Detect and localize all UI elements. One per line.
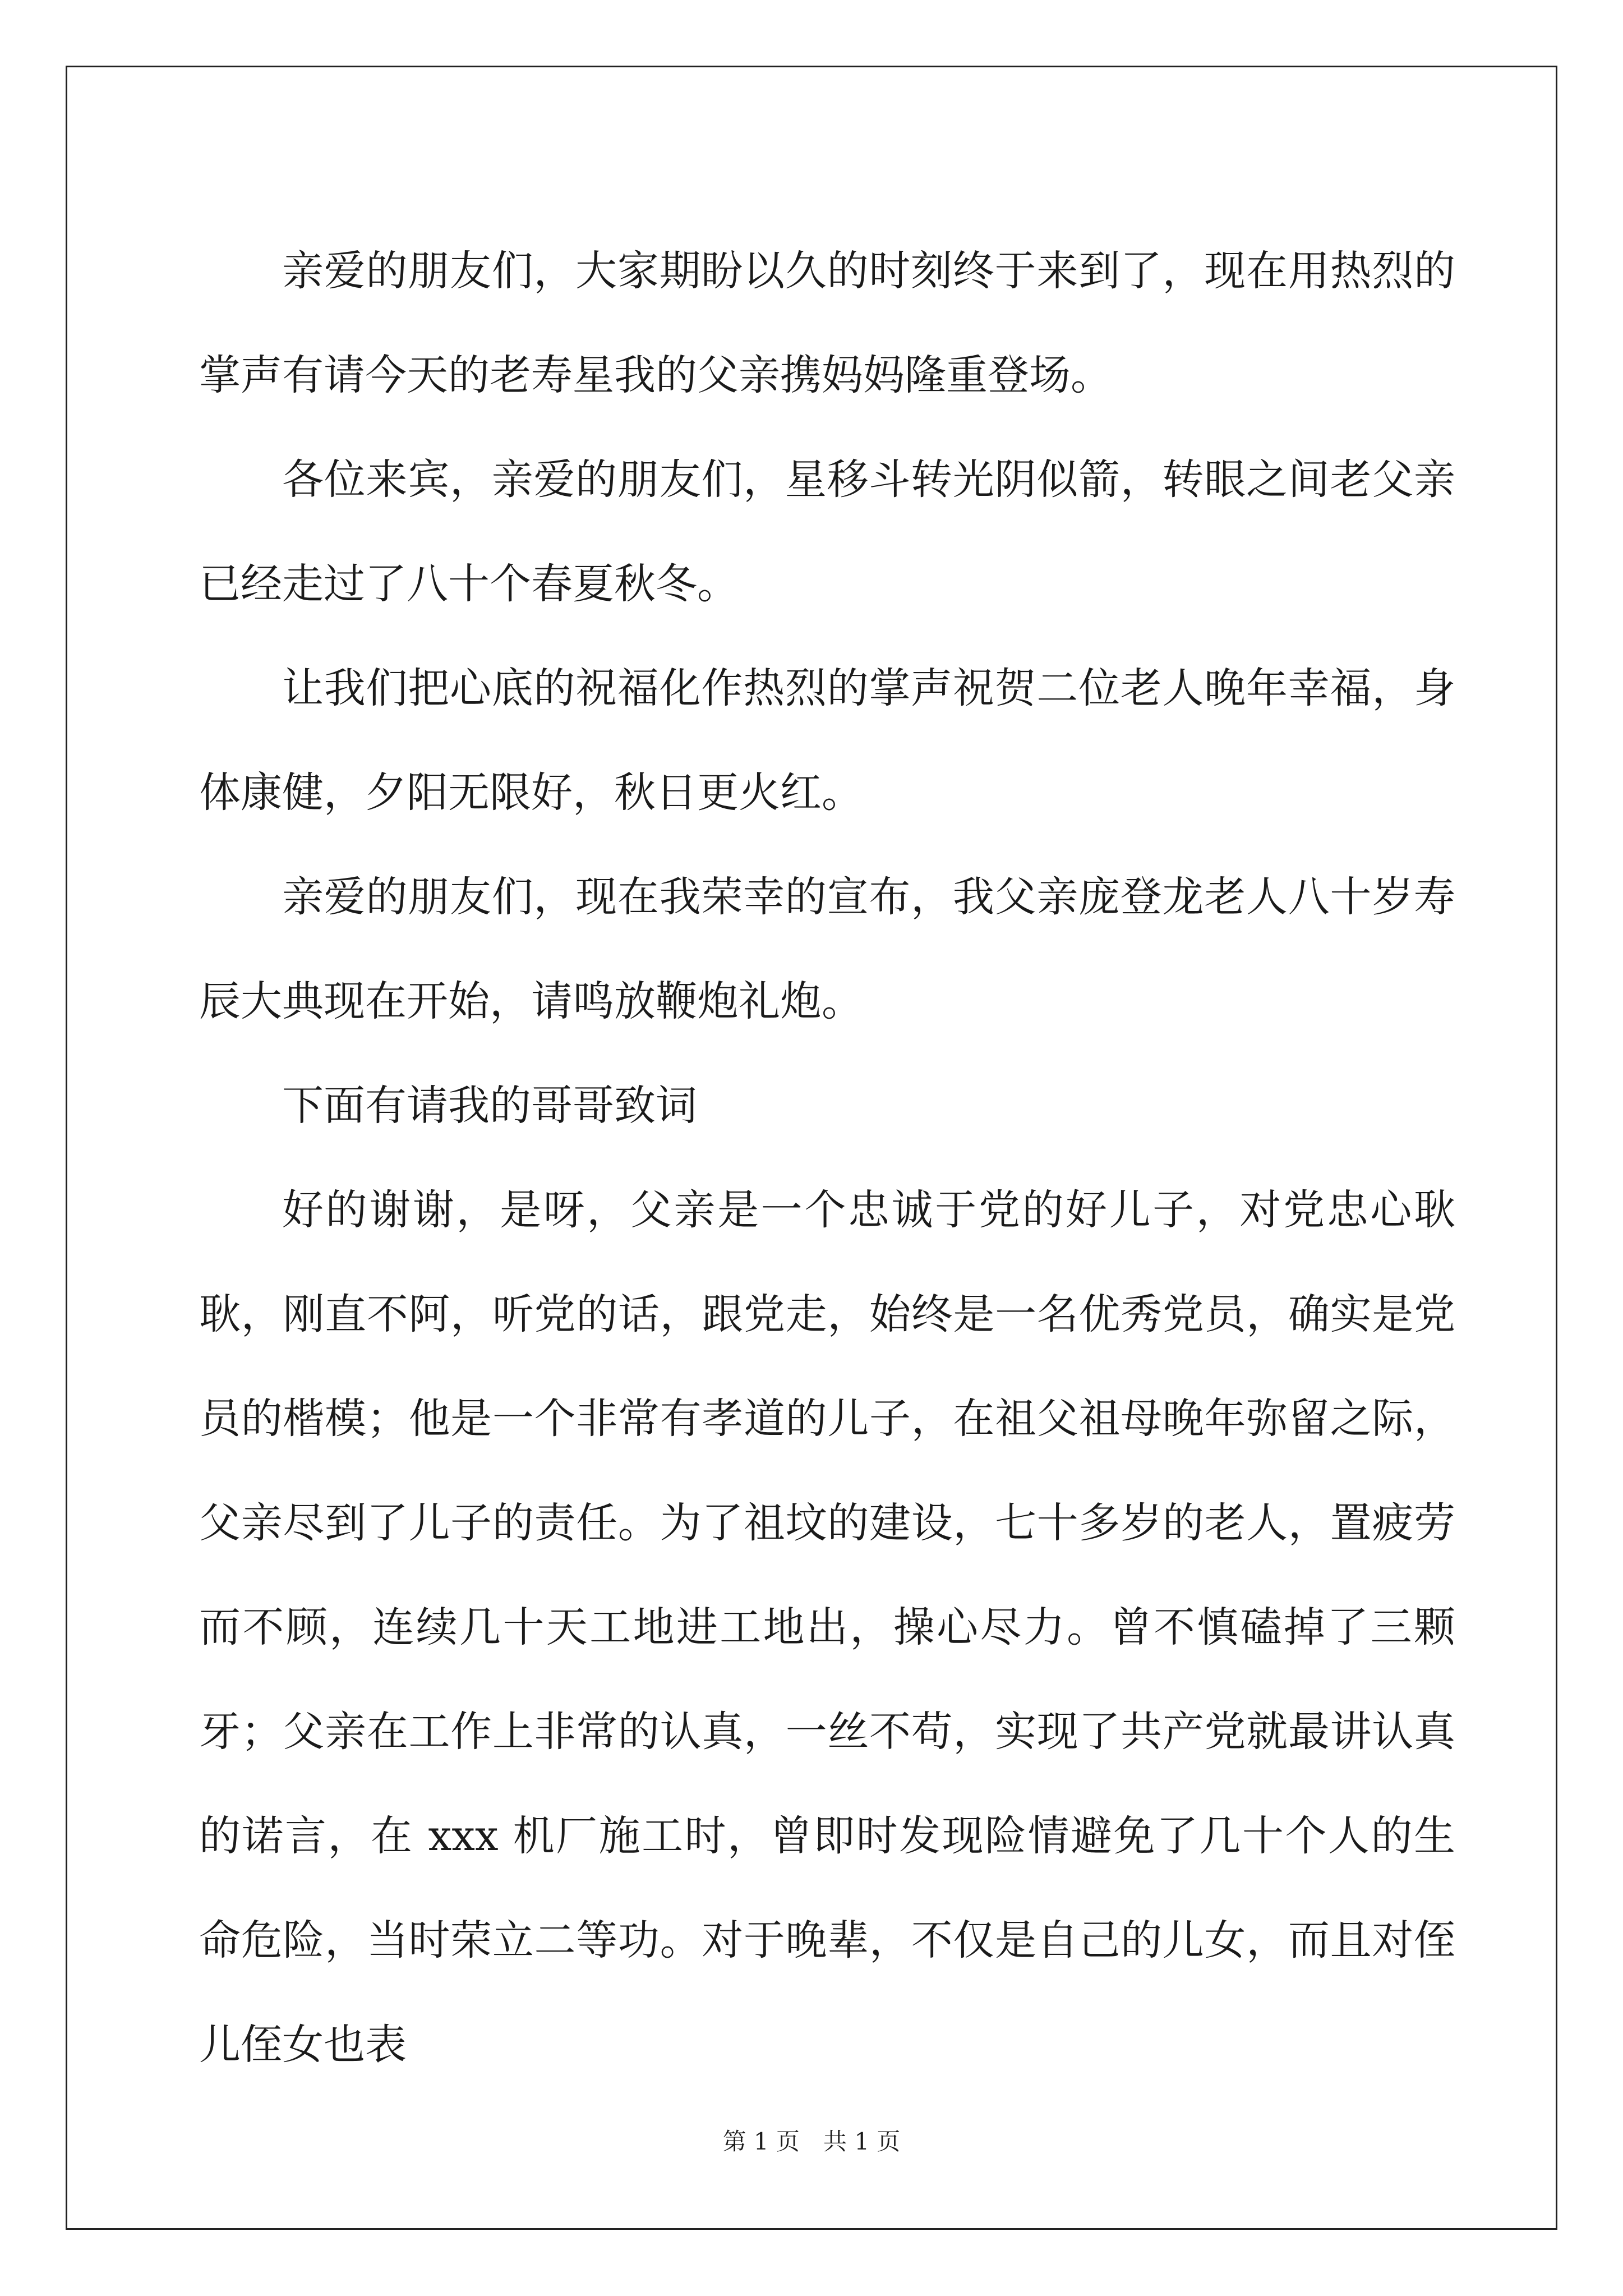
paragraph-2: 各位来宾，亲爱的朋友们，星移斗转光阴似箭，转眼之间老父亲已经走过了八十个春夏秋冬。 [199,455,1455,608]
paragraph-4: 亲爱的朋友们，现在我荣幸的宣布，我父亲庞登龙老人八十岁寿辰大典现在开始，请鸣放鞭炮礼炮。 [199,873,1455,1025]
document-body [199,219,1455,2097]
paragraph-1: 亲爱的朋友们，大家期盼以久的时刻终于来到了，现在用热烈的掌声有请今天的老寿星我的父亲携妈妈隆重登场。 [199,247,1455,399]
paragraph-5: 下面有请我的哥哥致词 [282,1082,697,1130]
paragraph-6: 好的谢谢，是呀，父亲是一个忠诚于党的好儿子，对党忠心耿耿，刚直不阿，听党的话，跟党走，始终是一名优秀党员，确实是党员的楷模；他是一个非常有孝道的儿子，在祖父祖母晚年弥留之际，父亲尽到了儿子的责任。为了祖坟的建设，七十多岁的老人，置疲劳而不顾，连续几十天工地进工地出，操心尽力。曾不慎磕掉了三颗牙；父亲在工作上非常的认真，一丝不苟，实现了共产党就最讲认真的诺言，在 xxx 机厂施工时，曾即时发现险情避免了几十个人的生命危险，当时荣立二等功。对于晚辈，不仅是自己的儿女，而且对侄儿侄女也表 [199,1186,1455,2069]
page-footer: 第 1 页 共 1 页 [722,2128,901,2155]
paragraph-3: 让我们把心底的祝福化作热烈的掌声祝贺二位老人晚年幸福，身体康健，夕阳无限好，秋日更火红。 [199,664,1455,817]
